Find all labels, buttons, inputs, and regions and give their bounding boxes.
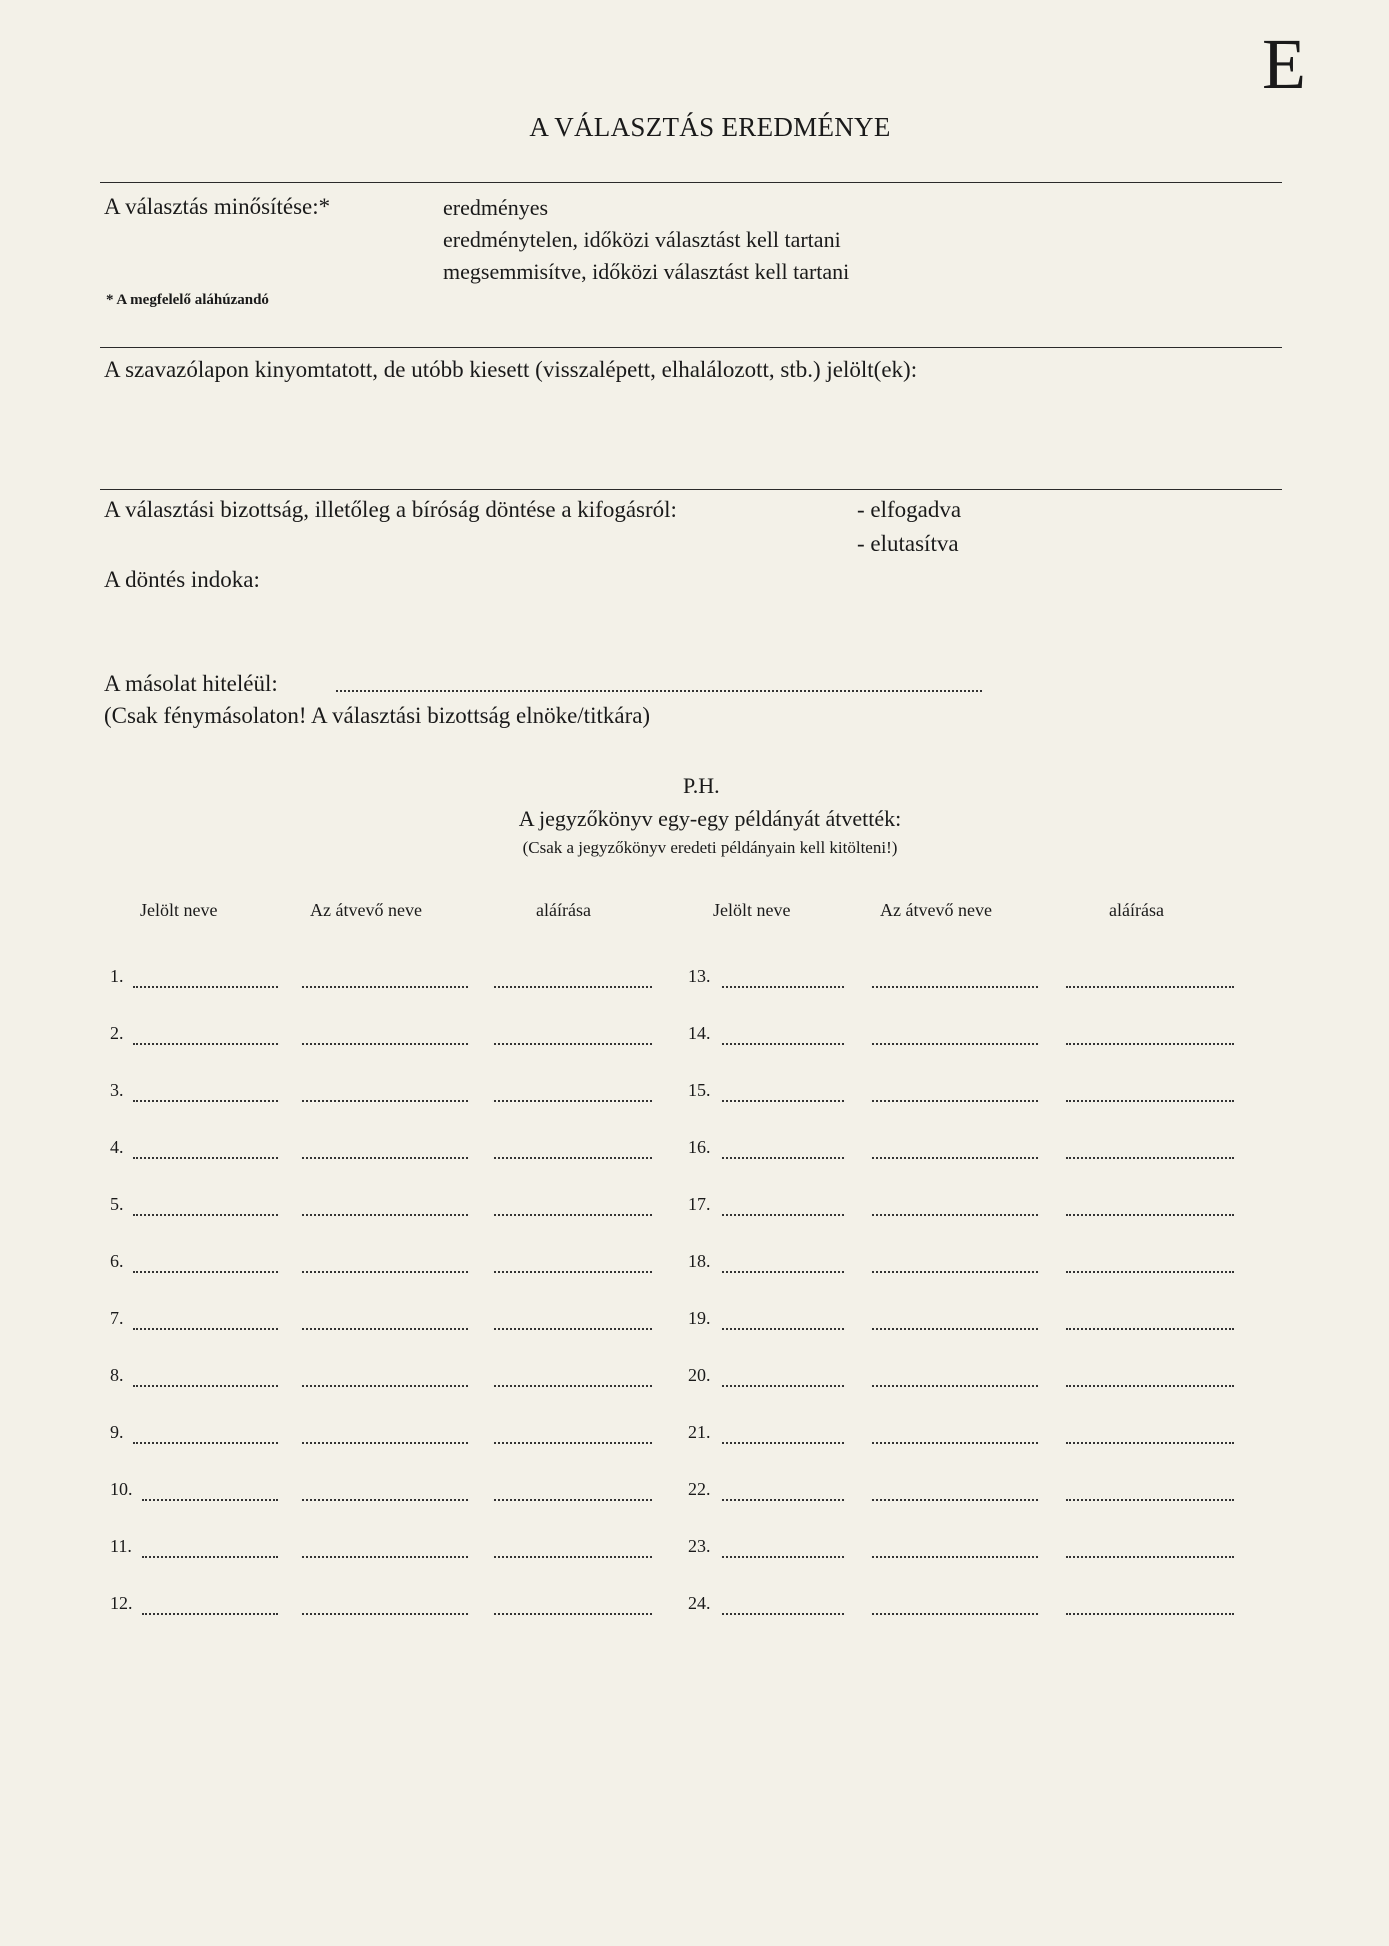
page-title: A VÁLASZTÁS EREDMÉNYE <box>529 112 891 142</box>
withdrawn-candidates-label: A szavazólapon kinyomtatott, de utóbb kiesett (visszalépett, elhalálozott, stb.) jelölt(ek): <box>104 357 918 382</box>
table-row <box>0 1365 1389 1389</box>
recipient-name-field[interactable] <box>872 1100 1038 1102</box>
row-number: 11. <box>110 1536 132 1556</box>
row-number: 23. <box>688 1536 711 1556</box>
candidate-name-field[interactable] <box>722 1442 844 1444</box>
form-letter: E <box>1262 24 1306 104</box>
objection-accepted-option[interactable]: - elfogadva <box>857 497 962 522</box>
candidate-name-field[interactable] <box>722 1214 844 1216</box>
certification-label: A másolat hiteléül: <box>104 671 278 696</box>
recipient-name-field[interactable] <box>872 1043 1038 1045</box>
recipient-name-field[interactable] <box>872 1556 1038 1558</box>
row-number: 7. <box>110 1308 124 1328</box>
divider <box>100 347 1282 348</box>
table-row <box>0 1080 1389 1104</box>
signature-field[interactable] <box>1066 1043 1234 1045</box>
row-number: 5. <box>110 1194 124 1214</box>
table-row <box>0 1308 1389 1332</box>
column-header-recipient-name: Az átvevő neve <box>880 900 992 920</box>
row-number: 14. <box>688 1023 711 1043</box>
certification-note: (Csak fénymásolaton! A választási bizottság elnöke/titkára) <box>104 703 651 728</box>
column-header-signature: aláírása <box>536 900 591 920</box>
row-number: 15. <box>688 1080 711 1100</box>
table-row <box>0 1251 1389 1275</box>
row-number: 1. <box>110 966 124 986</box>
candidate-name-field[interactable] <box>722 1385 844 1387</box>
candidate-name-field[interactable] <box>722 1271 844 1273</box>
qualification-label: A választás minősítése:* <box>104 194 331 219</box>
seal-mark: P.H. <box>683 773 720 798</box>
table-row <box>0 1422 1389 1446</box>
certification-signature-line[interactable] <box>336 690 982 692</box>
candidate-name-field[interactable] <box>722 1157 844 1159</box>
candidate-name-field[interactable] <box>722 1499 844 1501</box>
row-number: 6. <box>110 1251 124 1271</box>
column-header-candidate-name: Jelölt neve <box>713 900 791 920</box>
signature-field[interactable] <box>1066 1271 1234 1273</box>
signature-field[interactable] <box>1066 1385 1234 1387</box>
receipt-heading: A jegyzőkönyv egy-egy példányát átvették: <box>518 806 902 831</box>
column-header-candidate-name: Jelölt neve <box>140 900 218 920</box>
candidate-name-field[interactable] <box>722 1556 844 1558</box>
decision-reason-label: A döntés indoka: <box>104 567 260 592</box>
row-number: 13. <box>688 966 711 986</box>
qualification-footnote: * A megfelelő aláhúzandó <box>106 292 269 308</box>
row-number: 2. <box>110 1023 124 1043</box>
row-number: 3. <box>110 1080 124 1100</box>
row-number: 24. <box>688 1593 711 1613</box>
table-row <box>0 1137 1389 1161</box>
row-number: 8. <box>110 1365 124 1385</box>
row-number: 4. <box>110 1137 124 1157</box>
row-number: 9. <box>110 1422 124 1442</box>
signature-field[interactable] <box>1066 1100 1234 1102</box>
row-number: 17. <box>688 1194 711 1214</box>
recipient-name-field[interactable] <box>872 1499 1038 1501</box>
recipient-name-field[interactable] <box>872 1328 1038 1330</box>
recipient-name-field[interactable] <box>872 1157 1038 1159</box>
recipient-name-field[interactable] <box>872 986 1038 988</box>
divider <box>100 489 1282 490</box>
table-row <box>0 1536 1389 1560</box>
table-row <box>0 1479 1389 1503</box>
signature-field[interactable] <box>1066 1556 1234 1558</box>
candidate-name-field[interactable] <box>722 1613 844 1615</box>
row-number: 20. <box>688 1365 711 1385</box>
signature-field[interactable] <box>1066 1613 1234 1615</box>
row-number: 12. <box>110 1593 133 1613</box>
table-row <box>0 1194 1389 1218</box>
objection-rejected-option[interactable]: - elutasítva <box>857 531 959 556</box>
divider <box>100 182 1282 183</box>
recipient-name-field[interactable] <box>872 1271 1038 1273</box>
row-number: 10. <box>110 1479 133 1499</box>
recipient-name-field[interactable] <box>872 1385 1038 1387</box>
table-row <box>0 1593 1389 1617</box>
receipt-subheading: (Csak a jegyzőkönyv eredeti példányain kell kitölteni!) <box>522 838 898 857</box>
candidate-name-field[interactable] <box>722 1100 844 1102</box>
objection-label: A választási bizottság, illetőleg a bíróság döntése a kifogásról: <box>104 497 677 522</box>
candidate-name-field[interactable] <box>722 1328 844 1330</box>
signature-field[interactable] <box>1066 1328 1234 1330</box>
row-number: 21. <box>688 1422 711 1442</box>
qualification-option-successful[interactable]: eredményes <box>443 195 549 220</box>
table-row <box>0 966 1389 990</box>
signature-field[interactable] <box>1066 1214 1234 1216</box>
qualification-option-unsuccessful[interactable]: eredménytelen, időközi választást kell tartani <box>443 227 841 252</box>
column-header-signature: aláírása <box>1109 900 1164 920</box>
signature-field[interactable] <box>1066 986 1234 988</box>
table-row <box>0 1023 1389 1047</box>
row-number: 22. <box>688 1479 711 1499</box>
recipient-name-field[interactable] <box>872 1442 1038 1444</box>
recipient-name-field[interactable] <box>872 1214 1038 1216</box>
signature-field[interactable] <box>1066 1442 1234 1444</box>
column-header-recipient-name: Az átvevő neve <box>310 900 422 920</box>
recipient-name-field[interactable] <box>872 1613 1038 1615</box>
row-number: 16. <box>688 1137 711 1157</box>
qualification-option-annulled[interactable]: megsemmisítve, időközi választást kell tartani <box>443 259 850 284</box>
row-number: 19. <box>688 1308 711 1328</box>
candidate-name-field[interactable] <box>722 986 844 988</box>
row-number: 18. <box>688 1251 711 1271</box>
signature-field[interactable] <box>1066 1499 1234 1501</box>
signature-field[interactable] <box>1066 1157 1234 1159</box>
candidate-name-field[interactable] <box>722 1043 844 1045</box>
